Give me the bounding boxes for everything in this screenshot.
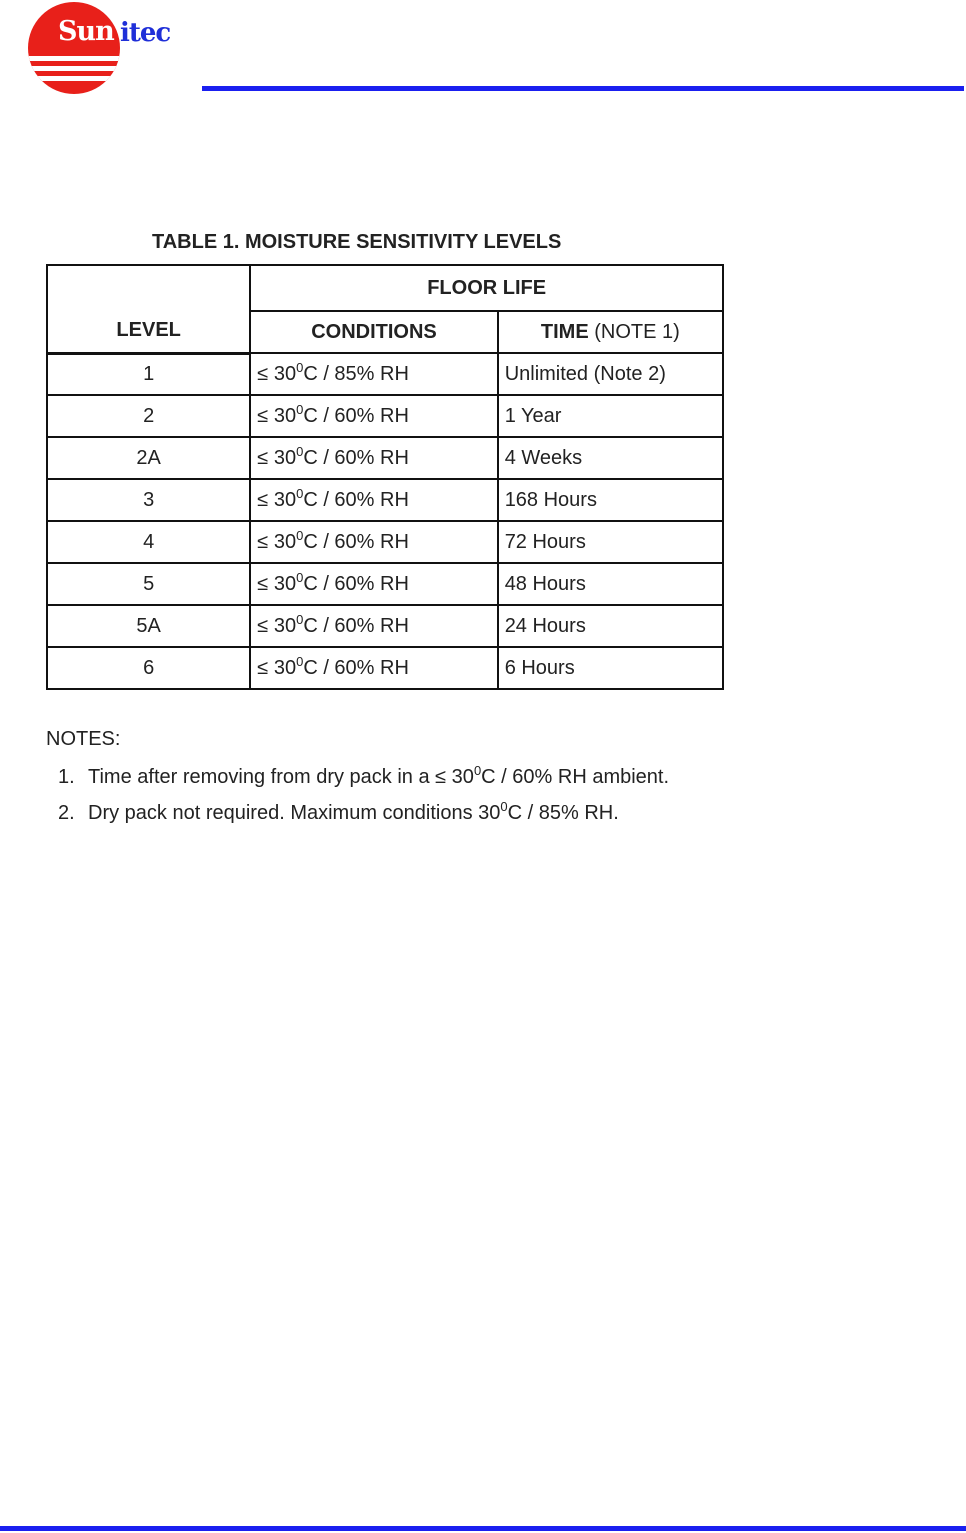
header-conditions: CONDITIONS — [250, 311, 497, 353]
cell-time: 168 Hours — [498, 479, 723, 521]
cell-time: Unlimited (Note 2) — [498, 353, 723, 395]
header-floor-life: FLOOR LIFE — [250, 265, 723, 311]
table-header-row — [47, 265, 723, 311]
note-text-prefix: Time after removing from dry pack in a ≤ 30 — [88, 766, 474, 788]
degree-superscript: 0 — [500, 799, 508, 814]
notes-list — [46, 765, 669, 837]
cell-conditions — [250, 353, 497, 395]
table-body — [47, 353, 723, 689]
condition-suffix: C / 60% RH — [303, 404, 409, 427]
table-row — [47, 563, 723, 605]
condition-prefix: ≤ 30 — [257, 404, 297, 427]
cell-time: 72 Hours — [498, 521, 723, 563]
cell-time: 24 Hours — [498, 605, 723, 647]
header-rule — [202, 86, 964, 91]
cell-level: 2A — [47, 437, 250, 479]
cell-level: 6 — [47, 647, 250, 689]
cell-level: 1 — [47, 353, 250, 395]
table-caption: TABLE 1. MOISTURE SENSITIVITY LEVELS — [152, 231, 562, 253]
note-number: 2. — [58, 802, 75, 824]
condition-prefix: ≤ 30 — [257, 446, 297, 469]
condition-suffix: C / 60% RH — [303, 614, 409, 637]
degree-superscript: 0 — [296, 443, 304, 459]
sunitec-logo — [28, 2, 188, 92]
condition-prefix: ≤ 30 — [257, 656, 297, 679]
cell-level: 3 — [47, 479, 250, 521]
header-time-note: (NOTE 1) — [594, 320, 680, 343]
note-text-suffix: C / 60% RH ambient. — [481, 766, 670, 788]
table-row — [47, 353, 723, 395]
cell-time: 1 Year — [498, 395, 723, 437]
condition-prefix: ≤ 30 — [257, 362, 297, 385]
cell-time: 4 Weeks — [498, 437, 723, 479]
footer-rule — [0, 1526, 966, 1531]
degree-superscript: 0 — [296, 569, 304, 585]
degree-superscript: 0 — [296, 611, 304, 627]
degree-superscript: 0 — [296, 401, 304, 417]
degree-superscript: 0 — [473, 763, 482, 778]
cell-conditions — [250, 437, 497, 479]
logo-stripe — [28, 66, 120, 71]
cell-level: 4 — [47, 521, 250, 563]
cell-level: 5 — [47, 563, 250, 605]
condition-suffix: C / 60% RH — [303, 656, 409, 679]
moisture-sensitivity-table — [46, 264, 724, 690]
header-time — [498, 311, 723, 353]
logo-text-itec: itec — [120, 18, 171, 48]
condition-suffix: C / 60% RH — [303, 572, 409, 595]
header-time-label: TIME — [540, 320, 589, 343]
condition-suffix: C / 60% RH — [303, 488, 409, 511]
table-row — [47, 647, 723, 689]
cell-conditions — [250, 479, 497, 521]
note-item — [58, 765, 669, 801]
degree-superscript: 0 — [296, 653, 304, 669]
condition-prefix: ≤ 30 — [257, 530, 297, 553]
condition-suffix: C / 60% RH — [303, 446, 409, 469]
cell-conditions — [250, 563, 497, 605]
logo-stripe — [28, 76, 120, 81]
note-text-suffix: C / 85% RH. — [507, 802, 619, 824]
header-level: LEVEL — [47, 265, 250, 353]
cell-conditions — [250, 647, 497, 689]
condition-prefix: ≤ 30 — [257, 488, 297, 511]
logo-text-sun: Sun — [58, 16, 114, 47]
cell-time: 48 Hours — [498, 563, 723, 605]
note-number: 1. — [58, 766, 75, 788]
table-row — [47, 479, 723, 521]
degree-superscript: 0 — [296, 527, 304, 543]
table-row — [47, 605, 723, 647]
table-row — [47, 395, 723, 437]
table-row — [47, 521, 723, 563]
cell-conditions — [250, 521, 497, 563]
notes-title: NOTES: — [46, 728, 121, 750]
cell-time: 6 Hours — [498, 647, 723, 689]
cell-conditions — [250, 605, 497, 647]
cell-conditions — [250, 395, 497, 437]
logo-disc — [28, 2, 120, 94]
degree-superscript: 0 — [296, 359, 304, 375]
cell-level: 2 — [47, 395, 250, 437]
degree-superscript: 0 — [296, 485, 304, 501]
notes-section — [46, 728, 669, 837]
cell-level: 5A — [47, 605, 250, 647]
logo-stripe — [28, 56, 120, 61]
table-row — [47, 437, 723, 479]
note-item — [58, 801, 669, 837]
condition-suffix: C / 60% RH — [303, 530, 409, 553]
note-text-prefix: Dry pack not required. Maximum conditions 30 — [88, 802, 501, 824]
condition-prefix: ≤ 30 — [257, 572, 297, 595]
condition-prefix: ≤ 30 — [257, 614, 297, 637]
condition-suffix: C / 85% RH — [303, 362, 409, 385]
